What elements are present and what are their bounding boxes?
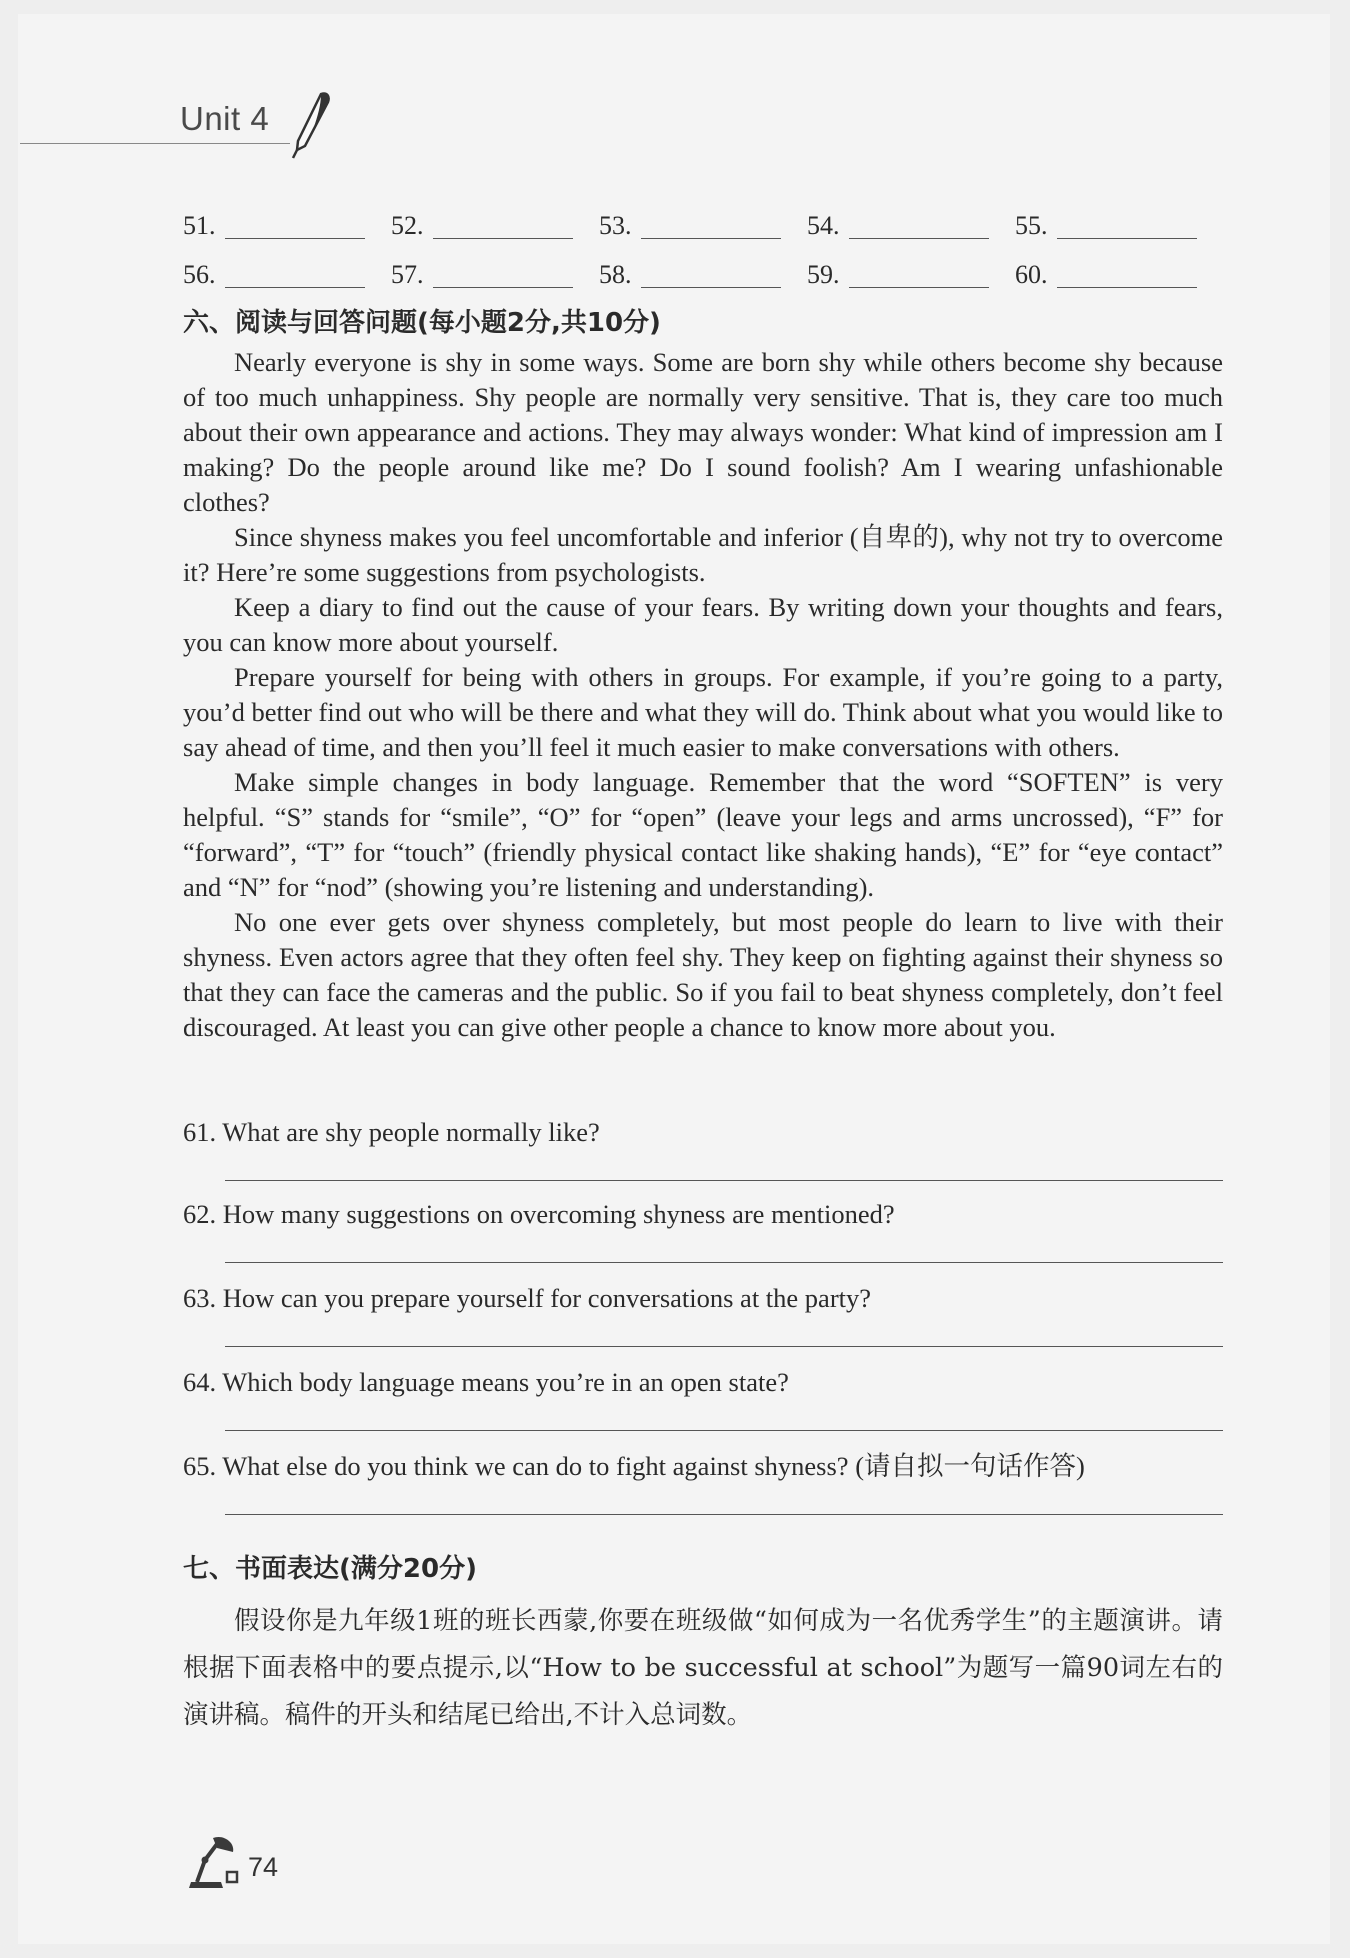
answer-blank[interactable]: [225, 208, 365, 239]
question-text: 62. How many suggestions on overcoming shyness are mentioned?: [183, 1199, 895, 1229]
answer-blank[interactable]: [1057, 257, 1197, 288]
question-list: [183, 1115, 1223, 1533]
blank-item: [183, 192, 391, 241]
blank-number: 59.: [807, 260, 840, 289]
question-text: 61. What are shy people normally like?: [183, 1117, 600, 1147]
answer-line[interactable]: [225, 1400, 1223, 1431]
blank-item: [807, 192, 1015, 241]
answer-blank[interactable]: [433, 257, 573, 288]
unit-title: Unit 4: [180, 100, 270, 137]
passage-paragraph: Prepare yourself for being with others in groups. For example, if you’re going to a party, you’d better find out who will be there and what they will do. Think about what you would like to say ahead of time, and then you’ll feel it much easier to make conversations with others.: [183, 662, 1223, 762]
header-rule: [20, 143, 290, 144]
question-text: 63. How can you prepare yourself for conversations at the party?: [183, 1283, 872, 1313]
blank-number: 58.: [599, 260, 632, 289]
blank-number: 54.: [807, 211, 840, 240]
answer-line[interactable]: [225, 1484, 1223, 1515]
answer-line[interactable]: [225, 1150, 1223, 1181]
writing-prompt: [183, 1598, 1223, 1739]
blank-item: [599, 241, 807, 290]
blank-item: [599, 192, 807, 241]
answer-line[interactable]: [225, 1316, 1223, 1347]
question-item: [183, 1449, 1223, 1533]
answer-blank[interactable]: [641, 208, 781, 239]
blank-item: [807, 241, 1015, 290]
passage-paragraph: Since shyness makes you feel uncomfortable and inferior (自卑的), why not try to overcome it? Here’re some suggestions from psychologists.: [183, 522, 1223, 587]
blank-item: [1015, 241, 1223, 290]
question-item: [183, 1365, 1223, 1449]
section-heading-reading: 六、阅读与回答问题(每小题2分,共10分): [183, 308, 661, 338]
blank-item: [391, 241, 599, 290]
blank-number: 53.: [599, 211, 632, 240]
passage-paragraph: Make simple changes in body language. Remember that the word “SOFTEN” is very helpful. “S” stands for “smile”, “O” for “open” (leave your legs and arms uncrossed), “F” for “forward”, “T” for “touch” (friendly physical contact like shaking hands), “E” for “eye contact” and “N” for “nod” (showing you’re listening and understanding).: [183, 767, 1223, 902]
blank-item: [1015, 192, 1223, 241]
answer-blank-grid: [183, 192, 1223, 290]
question-item: [183, 1281, 1223, 1365]
answer-blank[interactable]: [433, 208, 573, 239]
blank-number: 60.: [1015, 260, 1048, 289]
blank-number: 51.: [183, 211, 216, 240]
reading-passage: [183, 345, 1223, 1045]
passage-paragraph: Nearly everyone is shy in some ways. Some are born shy while others become shy because of too much unhappiness. Shy people are normally very sensitive. That is, they care too much about their own appearance and actions. They may always wonder: What kind of impression am I making? Do the people around like me? Do I sound foolish? Am I wearing unfashionable clothes?: [183, 347, 1223, 517]
section-heading-writing: 七、书面表达(满分20分): [183, 1554, 477, 1584]
pen-icon: [283, 90, 333, 160]
question-text: 64. Which body language means you’re in an open state?: [183, 1367, 789, 1397]
blank-number: 55.: [1015, 211, 1048, 240]
blank-row: [183, 241, 1223, 290]
blank-row: [183, 192, 1223, 241]
blank-number: 52.: [391, 211, 424, 240]
blank-item: [183, 241, 391, 290]
answer-blank[interactable]: [849, 257, 989, 288]
page-number: 74: [248, 1852, 279, 1882]
blank-item: [391, 192, 599, 241]
answer-blank[interactable]: [1057, 208, 1197, 239]
answer-blank[interactable]: [641, 257, 781, 288]
question-item: [183, 1115, 1223, 1197]
question-text: 65. What else do you think we can do to fight against shyness? (请自拟一句话作答): [183, 1451, 1085, 1481]
desk-lamp-icon: [183, 1832, 243, 1892]
blank-number: 57.: [391, 260, 424, 289]
writing-instructions: 假设你是九年级1班的班长西蒙,你要在班级做“如何成为一名优秀学生”的主题演讲。请根据下面表格中的要点提示,以“How to be successful at school”为题写一篇90词左右的演讲稿。稿件的开头和结尾已给出,不计入总词数。: [183, 1606, 1223, 1730]
answer-blank[interactable]: [849, 208, 989, 239]
passage-paragraph: Keep a diary to find out the cause of your fears. By writing down your thoughts and fears, you can know more about yourself.: [183, 592, 1223, 657]
answer-blank[interactable]: [225, 257, 365, 288]
passage-paragraph: No one ever gets over shyness completely, but most people do learn to live with their shyness. Even actors agree that they often feel shy. They keep on fighting against their shyness so that they can face the cameras and the public. So if you fail to beat shyness completely, don’t feel discouraged. At least you can give other people a chance to know more about you.: [183, 907, 1223, 1042]
question-item: [183, 1197, 1223, 1281]
answer-line[interactable]: [225, 1232, 1223, 1263]
blank-number: 56.: [183, 260, 216, 289]
